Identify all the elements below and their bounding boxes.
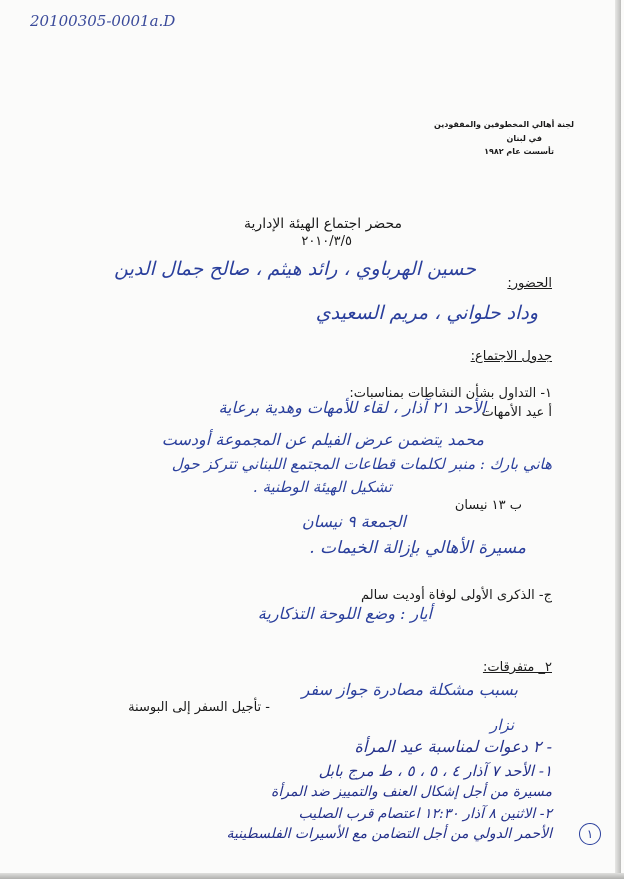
agenda-item-b-note-2: مسيرة الأهالي بإزالة الخيمات .: [309, 538, 526, 558]
scan-edge: [615, 0, 621, 879]
agenda-item-1-heading: ١- التداول بشأن النشاطات بمناسبات:: [349, 386, 552, 401]
letterhead-line-3: تأسست عام ١٩٨٢: [484, 147, 554, 156]
misc-item-2-a: ١- الأحد ٧ آذار ٤ ، ٥ ، ٥ ، ط مرج بابل: [318, 762, 552, 780]
misc-item-1: - تأجيل السفر إلى البوسنة: [128, 700, 270, 715]
misc-item-1-note: بسبب مشكلة مصادرة جواز سفر: [301, 680, 518, 699]
misc-item-2-b-detail: الأحمر الدولي من أجل التضامن مع الأسيرات الفلسطينية: [226, 826, 552, 842]
agenda-item-a-note-1: الأحد ٢١ آذار ، لقاء للأمهات وهدية برعاية: [218, 398, 486, 417]
misc-item-2-b: ٢- الاثنين ٨ آذار ١٢:٣٠ اعتصام قرب الصليب: [298, 806, 552, 822]
agenda-item-a-note-2: محمد يتضمن عرض الفيلم عن المجموعة أودست: [161, 430, 484, 449]
page-number-text: ١: [586, 827, 594, 841]
agenda-item-a-label: أ عيد الأمهات: [481, 405, 552, 420]
document-title: محضر اجتماع الهيئة الإدارية: [244, 216, 402, 232]
document-date: ٢٠١٠/٣/٥: [301, 234, 352, 249]
agenda-item-a-note-4: تشكيل الهيئة الوطنية .: [252, 478, 392, 496]
document-id: 20100305-0001a.D: [30, 12, 176, 30]
agenda-item-c-note: أيار : وضع اللوحة التذكارية: [257, 604, 432, 623]
page-number: [579, 823, 601, 845]
agenda-item-a-note-3: هاني بارك : منبر لكلمات قطاعات المجتمع اللبناني تتركز حول: [171, 455, 552, 473]
attendance-names-line-1: وداد حلواني ، مريم السعيدي: [315, 302, 538, 324]
agenda-item-b-note-1: الجمعة ٩ نيسان: [301, 512, 406, 531]
letterhead-line-1: لجنة أهالي المخطوفين والمفقودين: [434, 120, 574, 129]
letterhead-line-2: في لبنان: [506, 134, 542, 143]
misc-item-2: - ٢ دعوات لمناسبة عيد المرأة: [354, 737, 552, 756]
attendance-label: الحضور:: [507, 276, 552, 291]
attendance-names-line-2: حسين الهرباوي ، رائد هيثم ، صالح جمال الدين: [114, 258, 476, 280]
agenda-label: جدول الاجتماع:: [470, 349, 552, 364]
misc-item-1-note-2: نزار: [490, 716, 514, 734]
misc-item-2-a-detail: مسيرة من أجل إشكال العنف والتمييز ضد المرأة: [271, 784, 552, 800]
misc-label: ٢_ متفرقات:: [482, 660, 552, 675]
agenda-item-c-label: ج- الذكرى الأولى لوفاة أوديت سالم: [361, 588, 552, 603]
scan-edge: [0, 873, 624, 879]
agenda-item-b-label: ب ١٣ نيسان: [454, 498, 522, 513]
